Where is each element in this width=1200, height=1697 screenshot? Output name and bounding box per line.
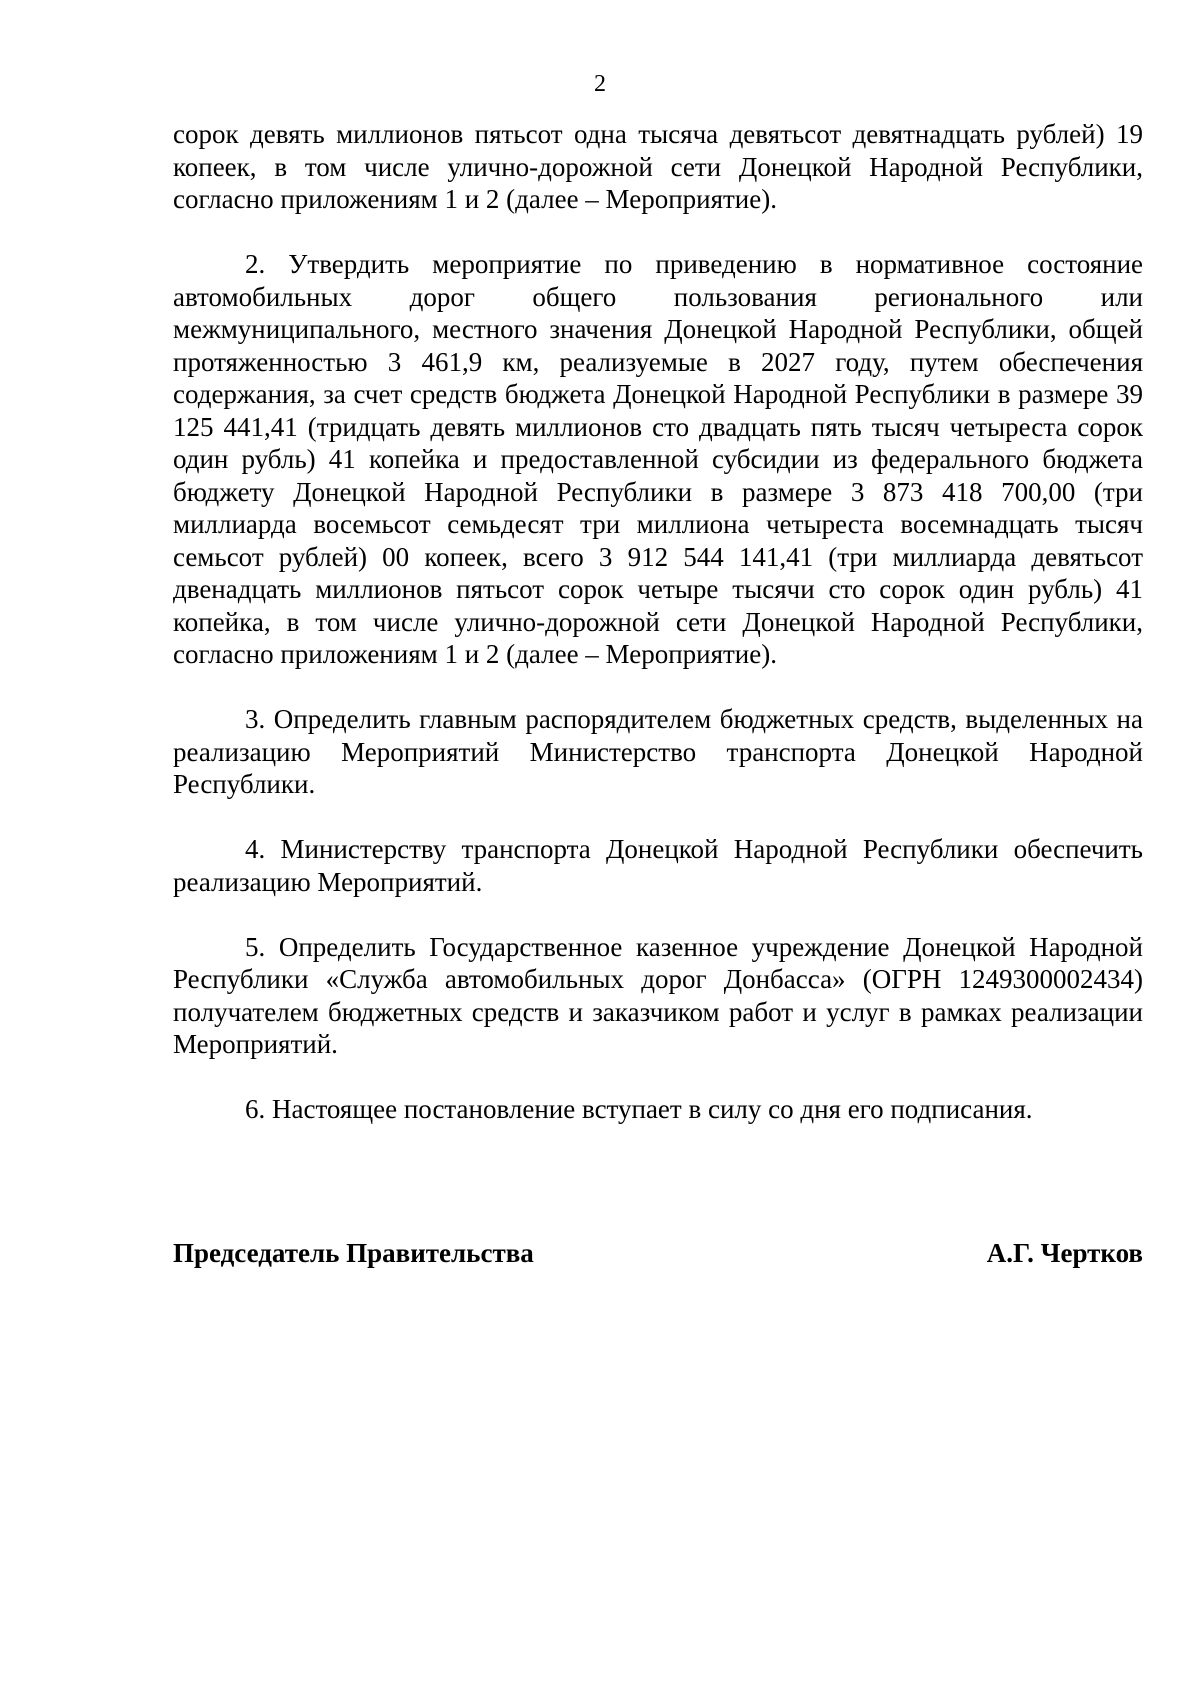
paragraph-continuation: сорок девять миллионов пятьсот одна тысяча девятьсот девятнадцать рублей) 19 копеек, в том числе улично-дорожной сети Донецкой Народной Республики, согласно приложениям 1 и 2 (далее – Мероприятие). [173,119,1143,214]
paragraph-item-4: 4. Министерству транспорта Донецкой Народной Республики обеспечить реализацию Мероприятий. [173,834,1143,897]
paragraph-item-5: 5. Определить Государственное казенное учреждение Донецкой Народной Республики «Служба автомобильных дорог Донбасса» (ОГРН 1249300002434) получателем бюджетных средств и заказчиком работ и услуг в рамках реализации Мероприятий. [173,931,1143,1059]
document-body [173,118,1143,1126]
signatory-title: Председатель Правительства [173,1238,534,1268]
signature-block [173,1237,1143,1269]
signatory-name: А.Г. Чертков [986,1238,1143,1268]
paragraph-item-2: 2. Утвердить мероприятие по приведению в нормативное состояние автомобильных дорог общего пользования регионального или межмуниципального, местного значения Донецкой Народной Республики, общей протяженностью 3 461,9 км, реализуемые в 2027 году, путем обеспечения содержания, за счет средств бюджета Донецкой Народной Республики в размере 39 125 441,41 (тридцать девять миллионов сто двадцать пять тысяч четыреста сорок один рубль) 41 копейка и предоставленной субсидии из федерального бюджета бюджету Донецкой Народной Республики в размере 3 873 418 700,00 (три миллиарда восемьсот семьдесят три миллиона четыреста восемнадцать тысяч семьсот рублей) 00 копеек, всего 3 912 544 141,41 (три миллиарда девятьсот двенадцать миллионов пятьсот сорок четыре тысячи сто сорок один рубль) 41 копейка, в том числе улично-дорожной сети Донецкой Народной Республики, согласно приложениям 1 и 2 (далее – Мероприятие). [173,249,1143,669]
paragraph-item-6: 6. Настоящее постановление вступает в силу со дня его подписания. [245,1094,1033,1124]
page-number: 2 [594,71,606,97]
paragraph-item-3: 3. Определить главным распорядителем бюджетных средств, выделенных на реализацию Мероприятий Министерство транспорта Донецкой Народной Республики. [173,704,1143,799]
